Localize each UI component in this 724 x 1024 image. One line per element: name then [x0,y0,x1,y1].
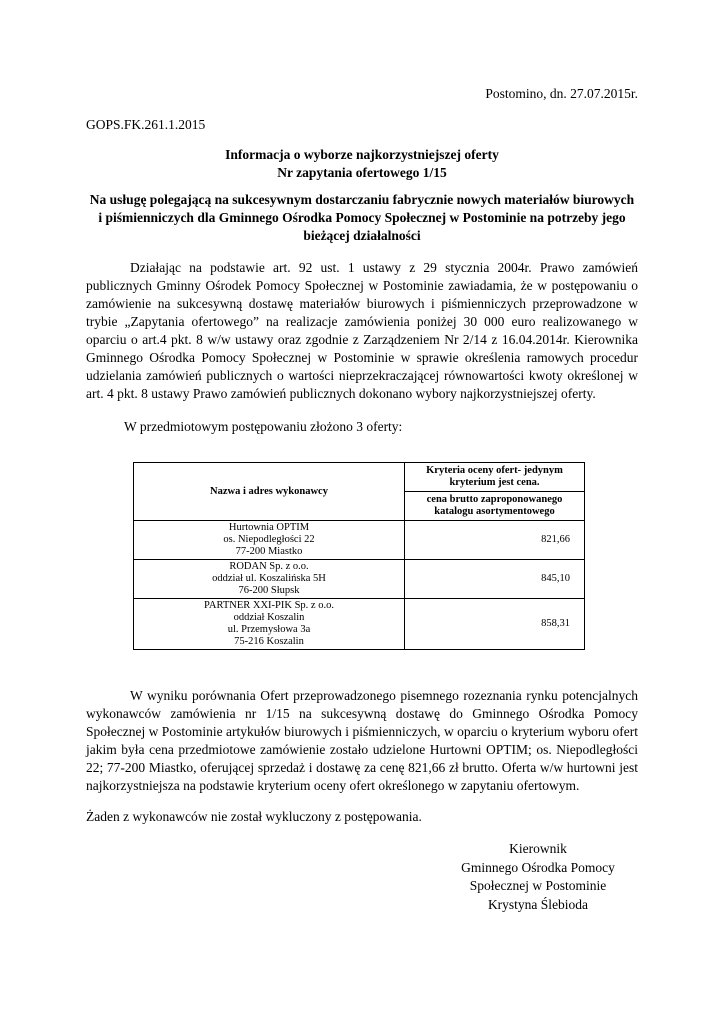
price-cell: 845,10 [405,560,585,599]
document-title [86,146,638,182]
vendor-cell [134,599,405,650]
signature-role: Kierownik [509,841,567,856]
price-cell: 821,66 [405,521,585,560]
subject-line-1: Na usługę polegającą na sukcesywnym dostarczaniu fabrycznie nowych materiałów biurowych [89,192,635,207]
vendor-line: 77-200 Miastko [235,546,303,557]
vendor-line: oddział Koszalin [233,612,305,623]
vendor-line: ul. Przemysłowa 3a [227,624,311,635]
table-row [134,599,585,650]
price-cell: 858,31 [405,599,585,650]
vendor-line: RODAN Sp. z o.o. [229,561,309,572]
place-date: Postomino, dn. 27.07.2015r. [485,86,638,101]
table-row [134,521,585,560]
signature-org-line-2: Społecznej w Postominie [469,878,607,893]
vendor-cell [134,521,405,560]
result-paragraph: W wyniku porównania Ofert przeprowadzonego pisemnego rozeznania rynku potencjalnych wykonawców zamówienia nr 1/15 na sukcesywną dostawę do Gminnego Ośrodka Pomocy Społecznej w Postominie artykułów biurowych i piśmienniczych, w oparciu o kryterium wyboru ofert jakim była cena przedmiotowe zamówienie zostało udzielone Hurtowni OPTIM; os. Niepodległości 22; 77-200 Miastko, oferującej sprzedaż i dostawę za cenę 821,66 zł brutto. Oferta w/w hurtowni jest najkorzystniejsza na podstawie kryterium oceny ofert określonego w zapytaniu ofertowym. [86,688,638,793]
offers-table [133,462,585,650]
table-row [134,560,585,599]
vendor-cell [134,560,405,599]
vendor-line: 76-200 Słupsk [238,585,300,596]
vendor-line: oddział ul. Koszalińska 5H [212,573,326,584]
signature-name: Krystyna Ślebioda [487,896,589,912]
subject-line-3: bieżącej działalności [303,228,421,243]
title-line-2: Nr zapytania ofertowego 1/15 [277,165,447,180]
signature-org-line-1: Gminnego Ośrodka Pomocy [461,859,615,875]
offers-count-paragraph: W przedmiotowym postępowaniu złożono 3 oferty: [124,419,403,434]
intro-paragraph: Działając na podstawie art. 92 ust. 1 ustawy z 29 stycznia 2004r. Prawo zamówień publicznych Gminny Ośrodek Pomocy Społecznej w Postominie zawiadamia, że w postępowaniu o zamówienie na sukcesywną dostawę materiałów biurowych i piśmienniczych przeprowadzone w trybie „Zapytania ofertowego” na realizacje zamówienia poniżej 30 000 euro realizowanego w oparciu o art.4 pkt. 8 w/w ustawy oraz zgodnie z Zarządzeniem Nr 2/14 z 16.04.2014r. Kierownika Gminnego Ośrodka Pomocy Społecznej w Postominie w sprawie określenia ramowych procedur udzielania zamówień publicznych o wartości nieprzekraczającej równowartości kwoty określonej w art. 4 pkt. 8 ustawy Prawo zamówień publicznych dokonano wybory najkorzystniejszej oferty. [86,260,638,401]
column-header-vendor: Nazwa i adres wykonawcy [134,463,405,521]
vendor-line: os. Niepodległości 22 [223,534,315,545]
vendor-line: Hurtownia OPTIM [228,522,310,533]
title-line-1: Informacja o wyborze najkorzystniejszej oferty [225,147,499,162]
column-header-price: cena brutto zaproponowanego katalogu asortymentowego [405,492,585,521]
document-subject [86,191,638,245]
column-header-criteria: Kryteria oceny ofert- jedynym kryterium jest cena. [405,463,585,492]
exclusion-paragraph: Żaden z wykonawców nie został wykluczony z postępowania. [86,809,422,824]
signature-block [456,840,620,914]
vendor-line: PARTNER XXI-PIK Sp. z o.o. [204,600,334,611]
reference-number: GOPS.FK.261.1.2015 [86,117,206,132]
vendor-line: 75-216 Koszalin [234,636,304,647]
subject-line-2: i piśmienniczych dla Gminnego Ośrodka Pomocy Społecznej w Postominie na potrzeby jego [98,210,626,225]
